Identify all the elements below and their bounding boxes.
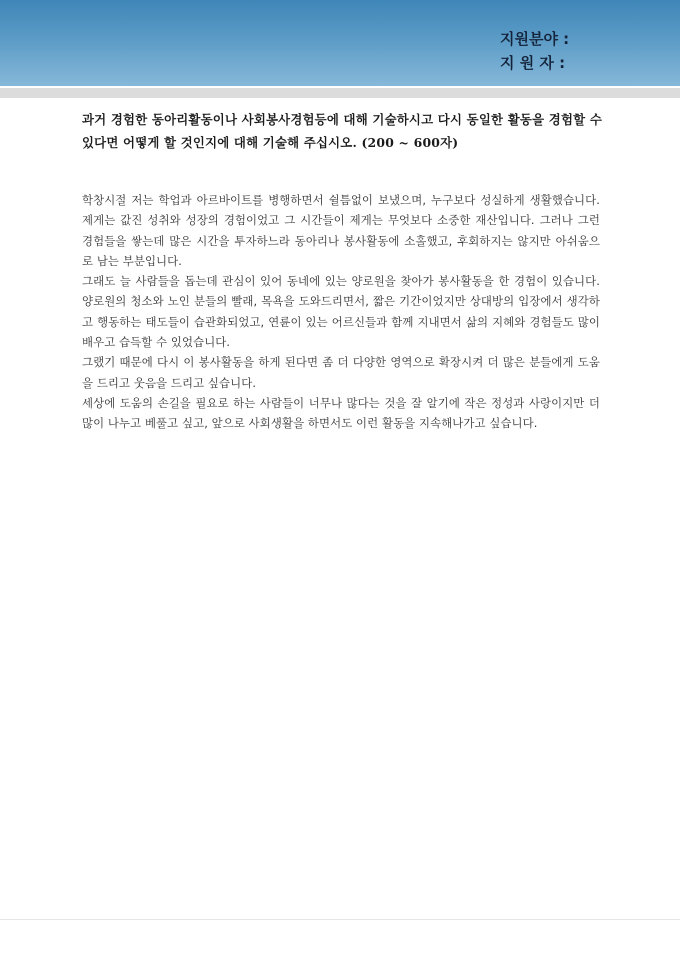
essay-question: 과거 경험한 동아리활동이나 사회봉사경험등에 대해 기술하시고 다시 동일한 활동을 경험할 수 있다면 어떻게 할 것인지에 대해 기술해 주십시오. (200 ~ 600자) bbox=[82, 112, 602, 150]
answer-paragraph: 그래도 늘 사람들을 돕는데 관심이 있어 동네에 있는 양로원을 찾아가 봉사활동을 한 경험이 있습니다. 양로원의 청소와 노인 분들의 빨래, 목욕을 도와드리면서, 짧은 기간이었지만 상대방의 입장에서 생각하고 행동하는 태도들이 습관화되었고, 연륜이 있는 어르신들과 함께 지내면서 삶의 지혜와 경험들도 많이 배우고 습득할 수 있었습니다. bbox=[82, 274, 600, 350]
header-divider bbox=[0, 88, 680, 98]
applicant-name-label: 지 원 자 : bbox=[500, 54, 566, 72]
answer-paragraph: 세상에 도움의 손길을 필요로 하는 사람들이 너무나 많다는 것을 잘 알기에 작은 정성과 사랑이지만 더 많이 나누고 베풀고 싶고, 앞으로 사회생활을 하면서도 이런 활동을 지속해나가고 싶습니다. bbox=[82, 395, 600, 431]
essay-answer bbox=[82, 190, 600, 434]
footer-divider bbox=[0, 919, 680, 920]
header-band bbox=[0, 0, 680, 86]
answer-paragraph: 그랬기 때문에 다시 이 봉사활동을 하게 된다면 좀 더 다양한 영역으로 확장시켜 더 많은 분들에게 도움을 드리고 웃음을 드리고 싶습니다. bbox=[82, 355, 600, 390]
answer-paragraph: 학창시절 저는 학업과 아르바이트를 병행하면서 쉴틈없이 보냈으며, 누구보다 성실하게 생활했습니다. 제게는 값진 성취와 성장의 경험이었고 그 시간들이 제게는 무엇보다 소중한 재산입니다. 그러나 그런 경험들을 쌓는데 많은 시간을 투자하느라 동아리나 봉사활동에 소홀했고, 후회하지는 않지만 아쉬움으로 남는 부분입니다. bbox=[82, 193, 600, 268]
applicant-info bbox=[500, 27, 569, 75]
field-of-application-label: 지원분야 : bbox=[500, 30, 570, 48]
